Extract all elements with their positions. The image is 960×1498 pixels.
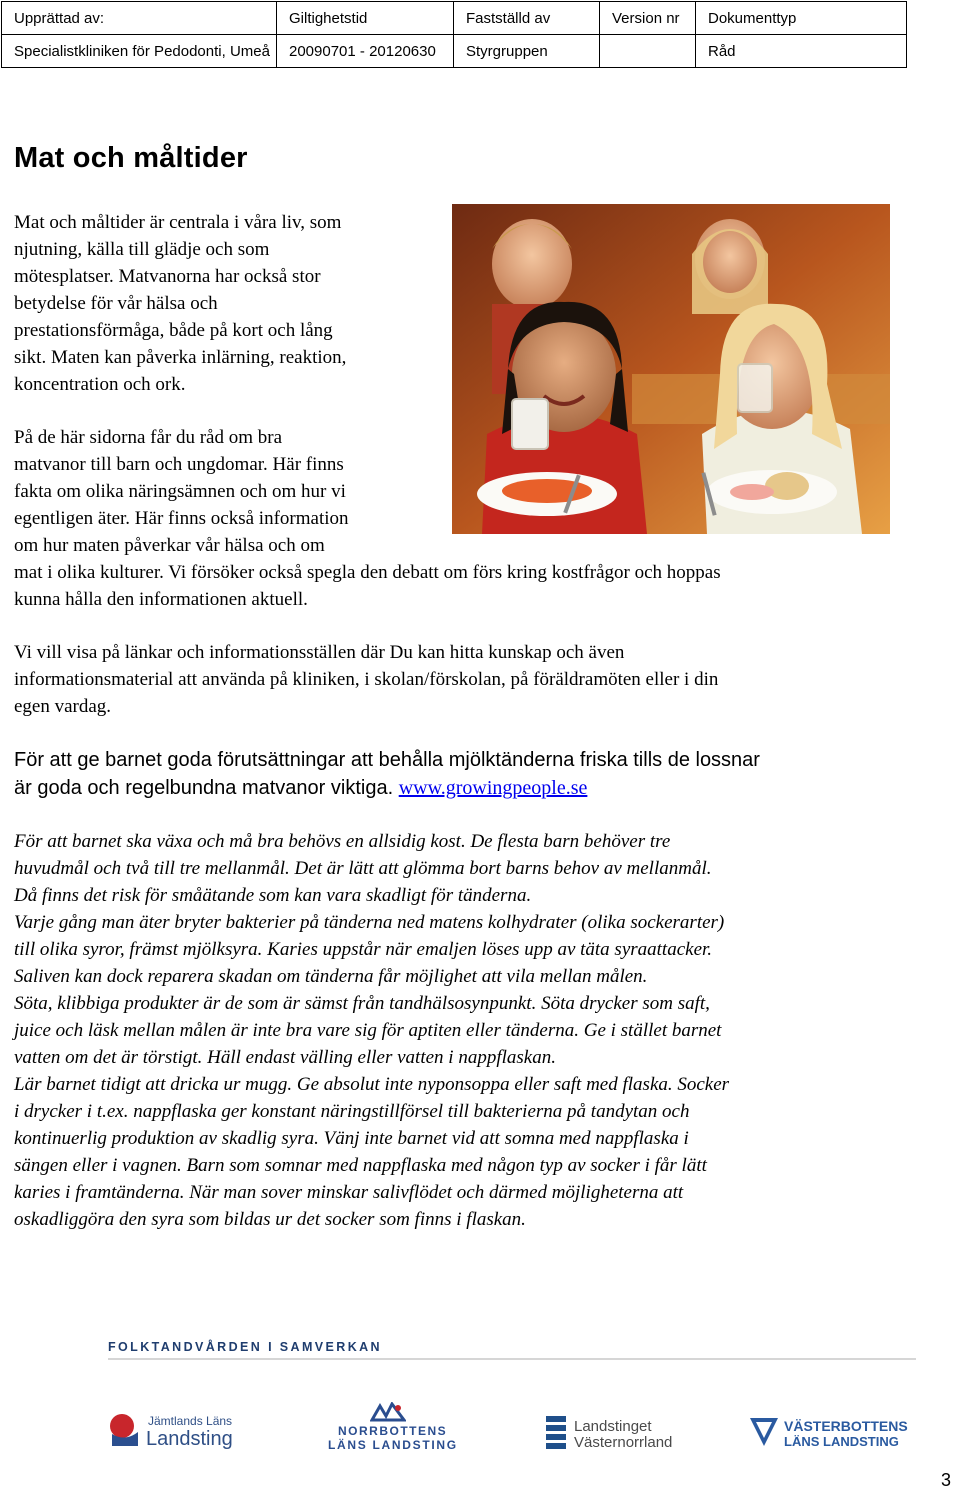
header-row-values xyxy=(2,35,907,68)
header-value-version xyxy=(600,35,696,68)
footer-banner-text: FOLKTANDVÅRDEN I SAMVERKAN xyxy=(108,1340,382,1354)
nutrition-paragraph xyxy=(14,828,914,1233)
footer-divider xyxy=(108,1358,916,1360)
nutrition-line: Lär barnet tidigt att dricka ur mugg. Ge absolut inte nyponsoppa eller saft med flaska. Socker xyxy=(14,1074,730,1095)
nutrition-line: Saliven kan dock reparera skadan om tänderna får möjlighet att vila mellan målen. xyxy=(14,966,648,987)
document-header-table xyxy=(1,1,907,68)
links-line: informationsmaterial att använda på kliniken, i skolan/förskolan, på föräldramöten eller i din xyxy=(14,669,719,690)
nutrition-line: Söta, klibbiga produkter är de som är sämst från tandhälsosynpunkt. Söta drycker som saft, xyxy=(14,993,710,1014)
intro-line: njutning, källa till glädje och som xyxy=(14,239,270,260)
intro-line: sikt. Maten kan påverka inlärning, reaktion, xyxy=(14,347,347,368)
habits-paragraph xyxy=(14,746,924,802)
page-number: 3 xyxy=(940,1470,951,1490)
advice-line: På de här sidorna får du råd om bra xyxy=(14,427,283,448)
header-label-validity: Giltighetstid xyxy=(277,2,454,35)
advice-line: matvanor till barn och ungdomar. Här finns xyxy=(14,454,344,475)
intro-line: prestationsförmåga, både på kort och lång xyxy=(14,320,333,341)
links-line: egen vardag. xyxy=(14,696,112,717)
nutrition-line: juice och läsk mellan målen är inte bra vare sig för aptiten eller tänderna. Ge i stället barnet xyxy=(14,1020,722,1041)
vasternorrland-emblem-icon xyxy=(546,1416,568,1450)
nutrition-line: karies i framtänderna. När man sover minskar salivflödet och därmed möjligheterna att xyxy=(14,1182,684,1203)
header-value-approved-by: Styrgruppen xyxy=(454,35,600,68)
page-title: Mat och måltider xyxy=(14,142,248,174)
links-line: Vi vill visa på länkar och informationsställen där Du kan hitta kunskap och även xyxy=(14,642,625,663)
advice-line: egentligen äter. Här finns också information xyxy=(14,508,349,529)
intro-line: Mat och måltider är centrala i våra liv, som xyxy=(14,212,342,233)
intro-line: betydelse för vår hälsa och xyxy=(14,293,218,314)
habits-line: För att ge barnet goda förutsättningar att behålla mjölktänderna friska tills de lossnar xyxy=(14,749,760,771)
header-label-prepared-by: Upprättad av: xyxy=(2,2,277,35)
header-label-version: Version nr xyxy=(600,2,696,35)
advice-line: fakta om olika näringsämnen och om hur vi xyxy=(14,481,346,502)
advice-line: kunna hålla den informationen aktuell. xyxy=(14,589,308,610)
header-value-doc-type: Råd xyxy=(696,35,907,68)
links-paragraph xyxy=(14,639,914,720)
vasternorrland-logo-line1: Landstinget xyxy=(574,1418,652,1435)
vasterbotten-logo-line1: VÄSTERBOTTENS xyxy=(784,1418,908,1434)
header-label-doc-type: Dokumenttyp xyxy=(696,2,907,35)
nutrition-line: För att barnet ska växa och må bra behövs en allsidig kost. De flesta barn behöver tre xyxy=(14,831,671,852)
norrbotten-emblem-icon xyxy=(370,1402,406,1422)
nutrition-line: Då finns det risk för småätande som kan vara skadligt för tänderna. xyxy=(14,885,532,906)
header-row-labels xyxy=(2,2,907,35)
nutrition-line: oskadliggöra den syra som bildas ur det socker som finns i flaskan. xyxy=(14,1209,526,1230)
nutrition-line: sängen eller i vagnen. Barn som somnar med nappflaska med någon typ av socker i får lätt xyxy=(14,1155,707,1176)
norrbotten-logo-line1: NORRBOTTENS xyxy=(338,1424,448,1438)
nutrition-line: kontinuerlig produktion av skadlig syra. Vänj inte barnet vid att somna med nappflaska i xyxy=(14,1128,689,1149)
growingpeople-link[interactable]: www.growingpeople.se xyxy=(398,777,588,799)
vasterbotten-emblem-icon xyxy=(750,1416,780,1448)
header-label-approved-by: Fastställd av xyxy=(454,2,600,35)
header-value-prepared-by: Specialistkliniken för Pedodonti, Umeå xyxy=(2,35,277,68)
nutrition-line: till olika syror, främst mjölksyra. Karies uppstår när emaljen löses upp av täta syraattacker. xyxy=(14,939,713,960)
intro-line: mötesplatser. Matvanorna har också stor xyxy=(14,266,321,287)
advice-paragraph xyxy=(14,424,914,613)
jamtland-emblem-icon xyxy=(108,1412,142,1448)
jamtland-logo xyxy=(108,1410,238,1456)
vasternorrland-logo-line2: Västernorrland xyxy=(574,1434,673,1451)
header-value-validity: 20090701 - 20120630 xyxy=(277,35,454,68)
norrbotten-logo xyxy=(328,1402,458,1454)
advice-line: om hur maten påverkar vår hälsa och om xyxy=(14,535,325,556)
intro-line: koncentration och ork. xyxy=(14,374,186,395)
jamtland-logo-line1: Jämtlands Läns xyxy=(148,1414,233,1428)
vasterbotten-logo-line2: LÄNS LANDSTING xyxy=(784,1434,899,1449)
nutrition-line: i drycker i t.ex. nappflaska ger konstant näringstillförsel till bakterierna på tandytan och xyxy=(14,1101,690,1122)
norrbotten-logo-line2: LÄNS LANDSTING xyxy=(328,1438,458,1452)
vasterbotten-logo xyxy=(750,1414,920,1454)
vasternorrland-logo xyxy=(546,1414,686,1454)
nutrition-line: vatten om det är törstigt. Häll endast välling eller vatten i nappflaskan. xyxy=(14,1047,556,1068)
intro-paragraph xyxy=(14,209,444,398)
advice-line: mat i olika kulturer. Vi försöker också spegla den debatt om förs kring kostfrågor och hoppas xyxy=(14,562,721,583)
nutrition-line: huvudmål och två till tre mellanmål. Det är lätt att glömma bort barns behov av mellanmål. xyxy=(14,858,712,879)
nutrition-line: Varje gång man äter bryter bakterier på tänderna ned matens kolhydrater (olika sockerarter) xyxy=(14,912,725,933)
habits-line: är goda och regelbundna matvanor viktiga. xyxy=(14,777,394,799)
jamtland-logo-line2: Landsting xyxy=(146,1428,233,1450)
